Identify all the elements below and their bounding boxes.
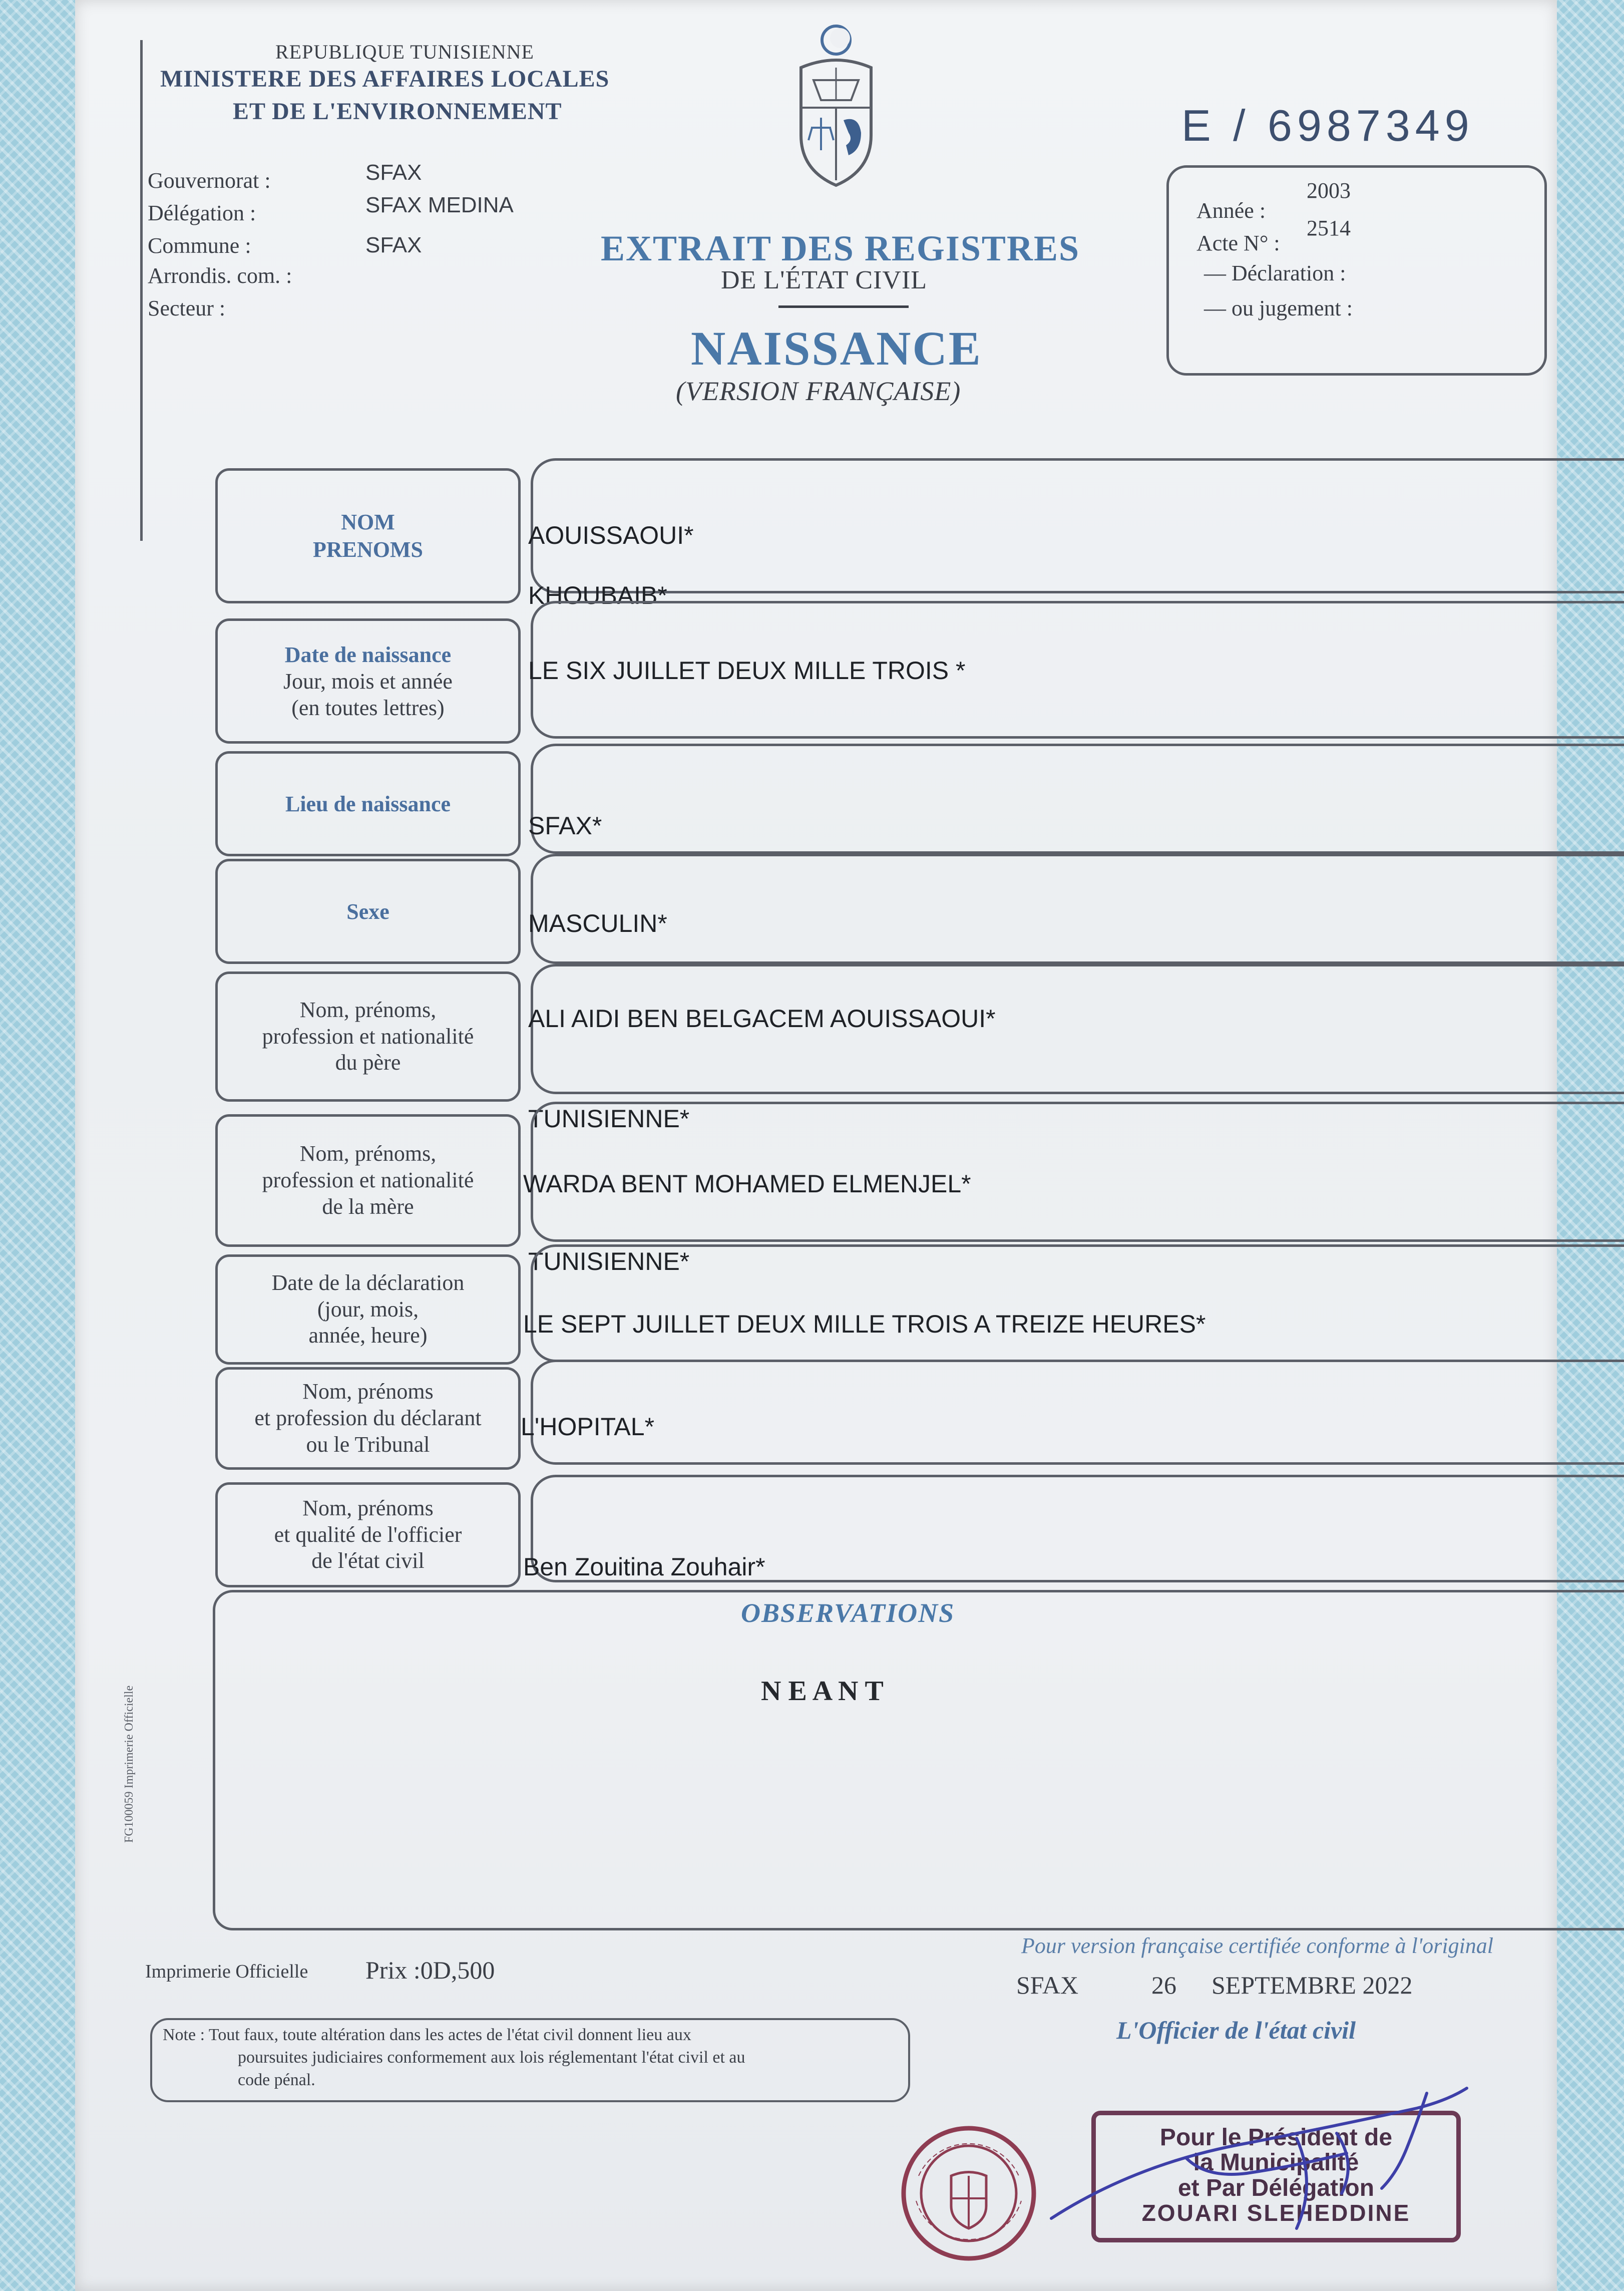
gouvernorat-value: SFAX	[365, 160, 422, 185]
delegation-value: SFAX MEDINA	[365, 193, 514, 217]
declarant-label-3: ou le Tribunal	[306, 1432, 430, 1457]
mere-value: WARDA BENT MOHAMED ELMENJEL*	[523, 1170, 971, 1198]
commune-value: SFAX	[365, 233, 422, 257]
legal-note-line2: poursuites judiciaires conformement aux lois réglementant l'état civil et au	[238, 2048, 745, 2067]
pere-label-2: profession et nationalité	[262, 1024, 474, 1049]
date-naissance-label-box	[215, 618, 521, 744]
signature-month-year: SEPTEMBRE 2022	[1211, 1971, 1413, 1999]
declaration-date-label-1: Date de la déclaration	[271, 1270, 465, 1295]
certified-conform-label: Pour version française certifiée conforme à l'original	[1021, 1933, 1494, 1958]
date-naissance-label: Date de naissance	[284, 642, 452, 667]
acte-number-label: Acte N° :	[1196, 231, 1280, 255]
signature-place: SFAX	[1016, 1971, 1079, 1999]
republic-label: REPUBLIQUE TUNISIENNE	[275, 41, 534, 63]
sexe-label-box	[215, 859, 521, 964]
signature-day: 26	[1151, 1971, 1176, 1999]
date-naissance-sublabel-2: (en toutes lettres)	[291, 695, 445, 720]
secteur-label: Secteur :	[148, 296, 226, 320]
header-vertical-rule	[140, 40, 143, 541]
prenoms-value: KHOUBAIB*	[528, 581, 667, 609]
observations-title: OBSERVATIONS	[741, 1598, 955, 1628]
pere-label-box	[215, 971, 521, 1102]
lieu-value: SFAX*	[528, 812, 602, 840]
ministry-line2: ET DE L'ENVIRONNEMENT	[233, 98, 562, 125]
serial-number: E / 6987349	[1181, 101, 1474, 150]
declarant-value: L'HOPITAL*	[521, 1413, 655, 1441]
municipality-round-seal	[896, 2121, 1041, 2266]
jugement-label: — ou jugement :	[1204, 296, 1353, 320]
stamp-line2: la Municipalité	[1193, 2149, 1359, 2176]
declarant-label-2: et profession du déclarant	[254, 1406, 482, 1431]
annee-label: Année :	[1196, 198, 1266, 223]
nom-prenoms-label-box	[215, 468, 521, 603]
gouvernorat-label: Gouvernorat :	[148, 168, 271, 193]
lieu-label: Lieu de naissance	[285, 791, 451, 816]
declarant-label-box	[215, 1367, 521, 1470]
nom-prenoms-value-box	[531, 458, 1624, 593]
sexe-label: Sexe	[346, 899, 389, 924]
tunisia-coat-of-arms-emblem	[786, 20, 886, 190]
declaration-date-value: LE SEPT JUILLET DEUX MILLE TROIS A TREIZE HEURES*	[523, 1310, 1206, 1338]
declaration-date-value-box	[531, 1244, 1624, 1362]
mere-label-1: Nom, prénoms,	[299, 1141, 437, 1166]
document-type-title: NAISSANCE	[691, 321, 982, 375]
acte-number-value: 2514	[1307, 216, 1351, 240]
pere-value: ALI AIDI BEN BELGACEM AOUISSAOUI*	[528, 1005, 996, 1033]
stamp-line3: et Par Délégation	[1177, 2174, 1375, 2201]
mere-label-2: profession et nationalité	[262, 1168, 474, 1193]
date-naissance-sublabel: Jour, mois et année	[283, 669, 453, 694]
title-underline	[778, 305, 909, 308]
lieu-label-box	[215, 751, 521, 856]
stamp-line1: Pour le Président de	[1159, 2124, 1393, 2151]
sexe-value: MASCULIN*	[528, 909, 667, 937]
declarant-value-box	[531, 1360, 1624, 1465]
declaration-date-label-2: (jour, mois,	[317, 1296, 419, 1322]
declaration-label: — Déclaration :	[1204, 261, 1346, 285]
legal-note-line3: code pénal.	[238, 2071, 315, 2089]
officier-etat-civil-label: L'Officier de l'état civil	[1116, 2016, 1356, 2044]
officier-label-2: et qualité de l'officier	[274, 1522, 462, 1547]
stamp-line4: ZOUARI SLEHEDDINE	[1141, 2200, 1411, 2226]
nom-value: AOUISSAOUI*	[528, 521, 694, 549]
declarant-label-1: Nom, prénoms	[302, 1379, 434, 1404]
date-naissance-value: LE SIX JUILLET DEUX MILLE TROIS *	[528, 657, 966, 685]
sexe-value-box	[531, 854, 1624, 964]
prix-label: Prix :0D,500	[365, 1956, 495, 1984]
mere-label-box	[215, 1114, 521, 1247]
officier-label-3: de l'état civil	[311, 1548, 425, 1573]
delegation-label: Délégation :	[148, 201, 256, 225]
officier-value: Ben Zouitina Zouhair*	[523, 1553, 765, 1581]
officier-label-1: Nom, prénoms	[302, 1495, 434, 1520]
annee-value: 2003	[1307, 178, 1351, 203]
pere-label-1: Nom, prénoms,	[299, 997, 437, 1022]
declaration-date-label-3: année, heure)	[308, 1323, 428, 1348]
pere-label-3: du père	[335, 1050, 401, 1075]
handwritten-signature	[1036, 2078, 1487, 2238]
nom-label: NOM	[341, 510, 395, 534]
observations-value: N E A N T	[761, 1676, 884, 1707]
printer-side-mark: FG100059 Imprimerie Officielle	[123, 1685, 136, 1843]
version-label: (VERSION FRANÇAISE)	[676, 376, 961, 406]
legal-note-line1: Note : Tout faux, toute altération dans les actes de l'état civil donnent lieu aux	[163, 2026, 691, 2044]
arrondissement-label: Arrondis. com. :	[148, 263, 292, 288]
commune-label: Commune :	[148, 233, 251, 258]
ministry-line1: MINISTERE DES AFFAIRES LOCALES	[160, 66, 610, 92]
lieu-value-box	[531, 744, 1624, 854]
mere-nationality: TUNISIENNE*	[528, 1247, 690, 1275]
officier-label-box	[215, 1482, 521, 1587]
imprimerie-label: Imprimerie Officielle	[145, 1961, 308, 1982]
pere-nationality: TUNISIENNE*	[528, 1105, 690, 1133]
document-subtitle: DE L'ÉTAT CIVIL	[721, 266, 928, 294]
document-title: EXTRAIT DES REGISTRES	[601, 228, 1080, 268]
prenoms-label: PRENOMS	[313, 537, 423, 562]
mere-label-3: de la mère	[322, 1194, 414, 1219]
declaration-date-label-box	[215, 1254, 521, 1365]
observations-box	[213, 1590, 1624, 1930]
birth-certificate-document	[75, 0, 1557, 2291]
